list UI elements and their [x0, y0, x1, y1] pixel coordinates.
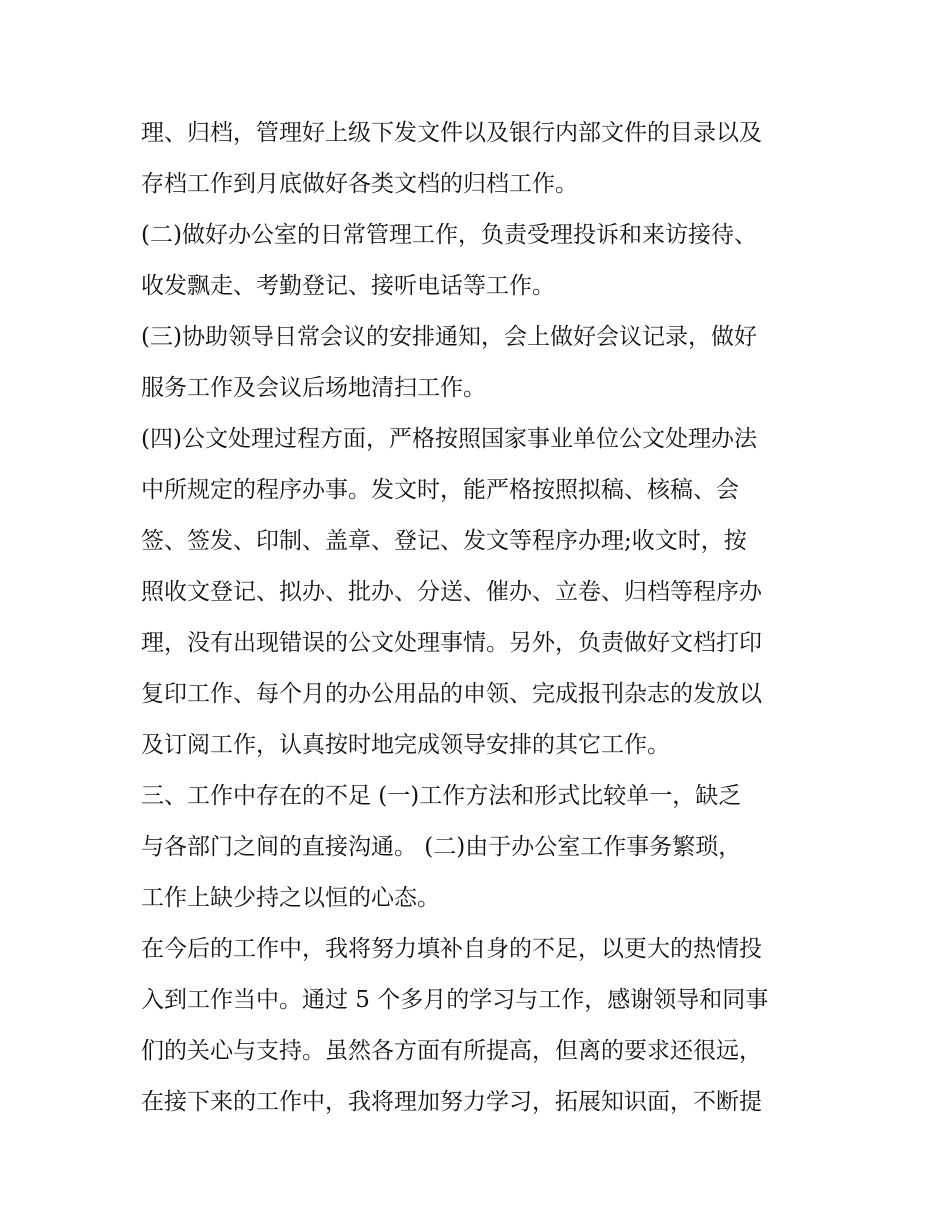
text-line: (三)协助领导日常会议的安排通知，会上做好会议记录，做好 — [141, 324, 757, 350]
text-line: (二)做好办公室的日常管理工作，负责受理投诉和来访接待、 — [141, 222, 757, 248]
text-line: 在今后的工作中，我将努力填补自身的不足，以更大的热情投 — [141, 936, 762, 962]
text-line: 服务工作及会议后场地清扫工作。 — [141, 375, 486, 401]
text-line: 复印工作、每个月的办公用品的申领、完成报刊杂志的发放以 — [141, 681, 762, 707]
text-line: 工作上缺少持之以恒的心态。 — [141, 885, 440, 911]
text-line: 三、工作中存在的不足 (一)工作方法和形式比较单一，缺乏 — [141, 783, 742, 809]
text-line: 及订阅工作，认真按时地完成领导安排的其它工作。 — [141, 732, 670, 758]
document-body — [141, 108, 821, 1128]
text-line: 们的关心与支持。虽然各方面有所提高，但离的要求还很远， — [141, 1038, 762, 1064]
text-line: 与各部门之间的直接沟通。 (二)由于办公室工作事务繁琐， — [141, 834, 742, 860]
text-line: 存档工作到月底做好各类文档的归档工作。 — [141, 171, 578, 197]
text-line: 理、归档，管理好上级下发文件以及银行内部文件的目录以及 — [141, 120, 762, 146]
text-line: 理，没有出现错误的公文处理事情。另外，负责做好文档打印 — [141, 630, 762, 656]
text-line: 收发飘走、考勤登记、接听电话等工作。 — [141, 273, 555, 299]
text-line: 入到工作当中。通过 5 个多月的学习与工作，感谢领导和同事 — [141, 987, 769, 1013]
text-line: (四)公文处理过程方面，严格按照国家事业单位公文处理办法 — [141, 426, 757, 452]
text-line: 签、签发、印制、盖章、登记、发文等程序办理;收文时，按 — [141, 528, 747, 554]
text-line: 照收文登记、拟办、批办、分送、催办、立卷、归档等程序办 — [141, 579, 762, 605]
text-line: 中所规定的程序办事。发文时，能严格按照拟稿、核稿、会 — [141, 477, 739, 503]
text-line: 在接下来的工作中，我将理加努力学习，拓展知识面，不断提 — [141, 1089, 762, 1115]
